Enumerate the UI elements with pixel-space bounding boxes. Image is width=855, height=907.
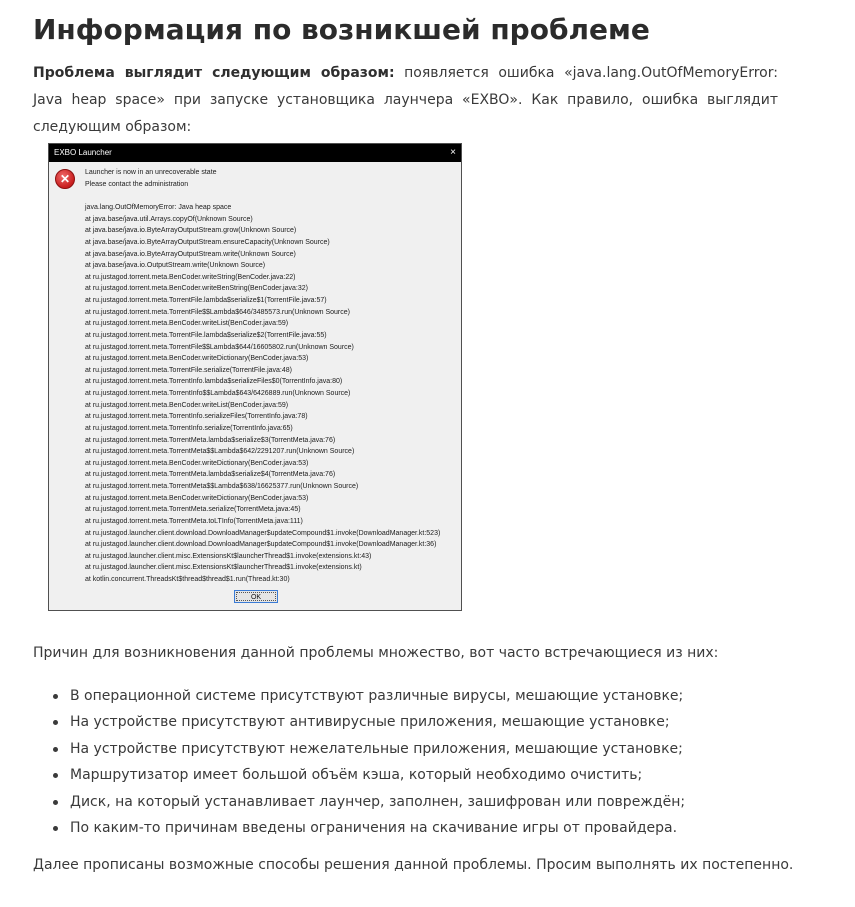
dialog-title: EXBO Launcher — [54, 148, 112, 157]
stack-trace-line: at ru.justagod.torrent.meta.BenCoder.writeDictionary(BenCoder.java:53) — [85, 494, 309, 502]
list-item — [33, 736, 685, 762]
stack-trace-line: at ru.justagod.torrent.meta.TorrentMeta$$Lambda$642/2291207.run(Unknown Source) — [85, 448, 355, 456]
list-item — [33, 789, 685, 815]
ok-button[interactable]: OK — [234, 590, 278, 603]
intro-paragraph — [33, 60, 778, 141]
list-item — [33, 815, 685, 841]
bullet-icon — [53, 694, 58, 699]
stack-trace-line: at ru.justagod.torrent.meta.TorrentFile$$Lambda$646/3485573.run(Unknown Source) — [85, 308, 350, 316]
stack-trace-line: at ru.justagod.torrent.meta.TorrentFile.lambda$serialize$2(TorrentFile.java:55) — [85, 331, 327, 339]
stack-trace-line: at java.base/java.io.OutputStream.write(Unknown Source) — [85, 262, 266, 270]
stack-trace-line: at ru.justagod.launcher.client.download.DownloadManager$updateCompound$1.invoke(DownloadManager.kt:36) — [85, 541, 437, 549]
stack-trace-line: at java.base/java.util.Arrays.copyOf(Unknown Source) — [85, 215, 253, 223]
list-item — [33, 683, 685, 709]
list-item — [33, 709, 685, 735]
bullet-icon — [53, 747, 58, 752]
outro-paragraph: Далее прописаны возможные способы решения данной проблемы. Просим выполнять их постепенно. — [33, 857, 794, 873]
bullet-icon — [53, 720, 58, 725]
dialog-titlebar — [49, 144, 461, 162]
list-item — [33, 762, 685, 788]
intro-text: появляется ошибка «java.lang.OutOfMemoryError: Java heap space» при запуске установщика лаунчера «EXBO». Как правило, ошибка выглядит следующим образом: — [33, 65, 778, 135]
dialog-message-line: Please contact the administration — [85, 180, 189, 188]
list-item-text: На устройстве присутствуют нежелательные приложения, мешающие установке; — [70, 740, 683, 757]
stack-trace-line: at ru.justagod.torrent.meta.TorrentMeta$$Lambda$638/16625377.run(Unknown Source) — [85, 483, 359, 490]
stack-trace-line: at ru.justagod.torrent.meta.TorrentFile.serialize(TorrentFile.java:48) — [85, 366, 292, 374]
close-icon[interactable]: × — [450, 147, 456, 158]
dialog-message — [85, 167, 217, 190]
stack-trace-line: at ru.justagod.torrent.meta.TorrentInfo.lambda$serializeFiles$0(TorrentInfo.java:80) — [85, 378, 343, 386]
stack-trace-line: at ru.justagod.torrent.meta.TorrentMeta.toLTInfo(TorrentMeta.java:111) — [85, 517, 303, 525]
stack-trace-line: at ru.justagod.torrent.meta.TorrentInfo$$Lambda$643/6426889.run(Unknown Source) — [85, 390, 351, 397]
stack-trace-line: at kotlin.concurrent.ThreadsKt$thread$thread$1.run(Thread.kt:30) — [85, 576, 290, 583]
causes-list — [33, 683, 685, 841]
bullet-icon — [53, 773, 58, 778]
stack-trace-line: java.lang.OutOfMemoryError: Java heap space — [85, 204, 232, 211]
list-item-text: Маршрутизатор имеет большой объём кэша, который необходимо очистить; — [70, 767, 643, 784]
stack-trace-line: at ru.justagod.torrent.meta.BenCoder.writeString(BenCoder.java:22) — [85, 273, 296, 281]
stack-trace-line: at ru.justagod.torrent.meta.BenCoder.writeList(BenCoder.java:59) — [85, 320, 289, 328]
error-icon: ✕ — [55, 169, 75, 189]
stack-trace-line: at ru.justagod.torrent.meta.TorrentMeta.serialize(TorrentMeta.java:45) — [85, 506, 301, 514]
stack-trace-line: at ru.justagod.torrent.meta.BenCoder.writeBenString(BenCoder.java:32) — [85, 285, 308, 293]
stack-trace — [85, 202, 440, 586]
stack-trace-line: at ru.justagod.launcher.client.misc.ExtensionsKt$launcherThread$1.invoke(extensions.kt) — [85, 564, 362, 572]
list-item-text: Диск, на который устанавливает лаунчер, заполнен, зашифрован или повреждён; — [70, 793, 686, 810]
stack-trace-line: at ru.justagod.launcher.client.misc.ExtensionsKt$launcherThread$1.invoke(extensions.kt:43) — [85, 552, 372, 560]
stack-trace-line: at java.base/java.io.ByteArrayOutputStream.ensureCapacity(Unknown Source) — [85, 238, 330, 246]
intro-bold-lead: Проблема выглядит следующим образом: — [33, 65, 395, 81]
stack-trace-line: at ru.justagod.torrent.meta.BenCoder.writeDictionary(BenCoder.java:53) — [85, 355, 309, 363]
list-item-text: По каким-то причинам введены ограничения на скачивание игры от провайдера. — [70, 820, 678, 837]
stack-trace-line: at ru.justagod.torrent.meta.TorrentInfo.serializeFiles(TorrentInfo.java:78) — [85, 413, 308, 421]
stack-trace-line: at ru.justagod.torrent.meta.TorrentMeta.lambda$serialize$4(TorrentMeta.java:76) — [85, 471, 336, 479]
error-dialog-screenshot — [48, 143, 462, 611]
bullet-icon — [53, 826, 58, 831]
stack-trace-line: at ru.justagod.torrent.meta.BenCoder.writeDictionary(BenCoder.java:53) — [85, 459, 309, 467]
stack-trace-line: at ru.justagod.torrent.meta.TorrentFile$$Lambda$644/16605802.run(Unknown Source) — [85, 343, 354, 351]
stack-trace-line: at ru.justagod.torrent.meta.TorrentInfo.serialize(TorrentInfo.java:65) — [85, 424, 293, 432]
stack-trace-line: at java.base/java.io.ByteArrayOutputStream.grow(Unknown Source) — [85, 227, 297, 235]
stack-trace-line: at ru.justagod.launcher.client.download.DownloadManager$updateCompound$1.invoke(DownloadManager.kt:523) — [85, 529, 441, 537]
list-item-text: В операционной системе присутствуют различные вирусы, мешающие установке; — [70, 688, 684, 704]
bullet-icon — [53, 800, 58, 805]
dialog-message-line: Launcher is now in an unrecoverable state — [85, 169, 217, 176]
causes-intro: Причин для возникновения данной проблемы множество, вот часто встречающиеся из них: — [33, 645, 719, 661]
stack-trace-line: at ru.justagod.torrent.meta.TorrentMeta.lambda$serialize$3(TorrentMeta.java:76) — [85, 436, 336, 444]
list-item-text: На устройстве присутствуют антивирусные приложения, мешающие установке; — [70, 714, 670, 731]
stack-trace-line: at java.base/java.io.ByteArrayOutputStream.write(Unknown Source) — [85, 250, 296, 258]
stack-trace-line: at ru.justagod.torrent.meta.BenCoder.writeList(BenCoder.java:59) — [85, 401, 289, 409]
stack-trace-line: at ru.justagod.torrent.meta.TorrentFile.lambda$serialize$1(TorrentFile.java:57) — [85, 297, 327, 304]
page-title: Информация по возникшей проблеме — [33, 13, 650, 46]
